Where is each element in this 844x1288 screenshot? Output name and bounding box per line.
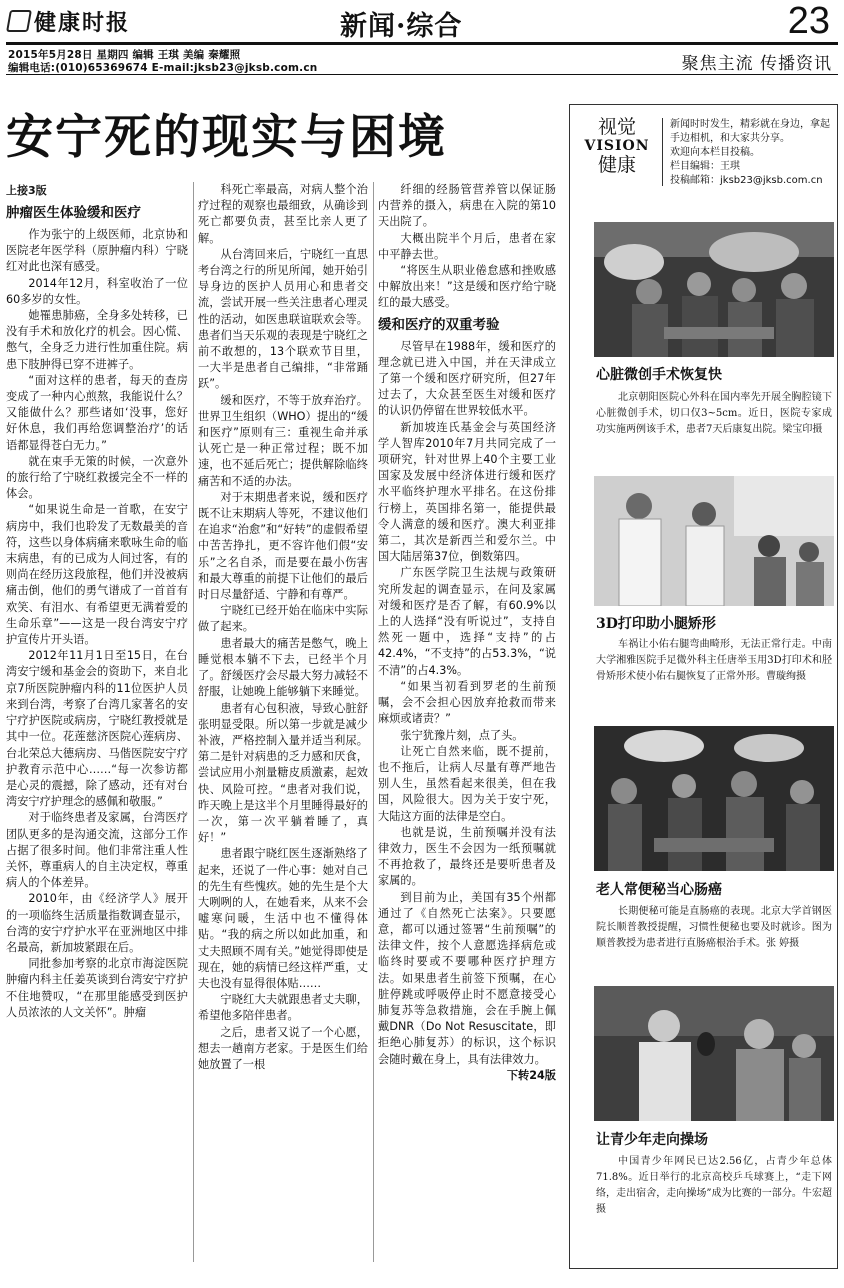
column-3-body-b — [378, 339, 556, 1068]
photo-caption-4: 中国青少年网民已达2.56亿，占青少年总体71.8%。近日举行的北京高校乒乓球赛上，“走下网络，走出宿舍，走向操场”成为比赛的一部分。牛宏超摄 — [596, 1156, 832, 1215]
article-paragraph: 从台湾回来后，宁晓红一直思考台湾之行的所见所闻，她开始引导身边的医护人员用心和患者交流，尝试开展一些关注患者心理灵性的活动，如医患联谊联欢会等。患者们当天乐观的表现是宁晓红之前不敢想的，13个联欢节目里，一大半是患者自己编排，“非常踊跃”。 — [198, 247, 368, 391]
article-subhead-1: 肿瘤医生体验缓和医疗 — [6, 205, 141, 221]
photo-heart-surgery — [594, 222, 834, 357]
article-subhead-2: 缓和医疗的双重考验 — [378, 316, 500, 333]
page-number: 23 — [787, 0, 830, 42]
article-paragraph: 2014年12月，科室收治了一位60多岁的女性。 — [6, 276, 188, 306]
intro-line: 欢迎向本栏目投稿。 — [670, 147, 760, 158]
article-paragraph: 她罹患肺癌，全身多处转移，已没有手术和放化疗的机会。因心慌、憋气，全身乏力进行性加重住院。病患下肢肿得已穿不进裤子。 — [6, 309, 188, 371]
article-paragraph: 患者跟宁晓红医生逐渐熟络了起来，还说了一件心事：她对自己的先生有些愧疚。她的先生是个大大咧咧的人，在她看来，从来不会嘘寒问暖，生活中也不懂得体贴。“我的病之所以如此加重，和丈夫照顾不周有关。”她觉得即使是现在，她的病情已经这样严重，丈夫也没有显得很体贴…… — [198, 847, 368, 990]
column-3-body-a — [378, 182, 556, 312]
brand-line-3: 健康 — [597, 154, 636, 176]
article-paragraph: 尽管早在1988年，缓和医疗的理念就已进入中国，并在天津成立了第一个缓和医疗研究所，但27年过去了，大众甚至医生对缓和医疗的认识仍停留在世界较低水平。 — [378, 339, 556, 418]
section-title: 新闻·综合 — [340, 11, 463, 42]
article-column-3 — [378, 182, 556, 1262]
article-paragraph: “面对这样的患者，每天的查房变成了一种内心煎熬，我能说什么？又能做什么？那些诸如‘没事，您好好休息，我们再给您调整治疗’的话语都显得苍白无力。” — [6, 373, 188, 452]
continued-from: 上接3版 — [6, 184, 47, 197]
article-paragraph: 之后，患者又说了一个心愿，想去一趟南方老家。于是医生们给她放置了一根 — [198, 1025, 368, 1071]
newspaper-logo — [8, 6, 138, 36]
article-paragraph: “如果当初看到罗老的生前预嘱，会不会担心因放弃抢救而带来麻烦或诸责？” — [378, 679, 556, 726]
article-paragraph: 新加坡连氏基金会与英国经济学人智库2010年7月共同完成了一项研究，针对世界上40个主要工业国家及发展中经济体进行缓和医疗水平临终护理水平排名。在这份排行榜上，英国排名第一，能提供最令人满意的缓和医疗。澳大利亚排第二，其次是新西兰和爱尔兰。中国大陆居第37位，倒数第四。 — [378, 420, 556, 564]
column-divider — [373, 182, 374, 1262]
vision-brand — [577, 116, 657, 176]
photo-3d-print — [594, 476, 834, 606]
article-paragraph: 让死亡自然来临，既不提前，也不拖后，让病人尽量有尊严地告别人生，虽然看起来很美，但在我国，风险很大。因为关于安宁死，大陆这方面的法律是空白。 — [378, 744, 556, 823]
column-1-body — [6, 227, 188, 1021]
article-paragraph: 2010年，由《经济学人》展开的一项临终生活质量指数调查显示，台湾的安宁疗护水平在亚洲地区中排名最高，新加坡紧跟在后。 — [6, 892, 188, 954]
photo-title-4: 让青少年走向操场 — [596, 1132, 708, 1148]
article-paragraph: 就在束手无策的时候，一次意外的旅行给了宁晓红救援完全不一样的体会。 — [6, 454, 188, 501]
photo-caption-2: 车祸让小佑右腿弯曲畸形，无法正常行走。中南大学湘雅医院手足微外科主任唐举玉用3D打印术和胫骨矫形术使小佑右腿恢复了正常外形。曹璇绚摄 — [596, 639, 832, 682]
photo-rectal-surgery — [594, 726, 834, 871]
article-paragraph: 宁晓红已经开始在临床中实际做了起来。 — [198, 604, 368, 634]
subheader-rule — [6, 74, 838, 75]
article-column-1 — [6, 182, 188, 1262]
photo-caption-1: 北京朝阳医院心外科在国内率先开展全胸腔镜下心脏微创手术，切口仅3~5cm。近日，医院专家成功实施两例该手术，患者7天后康复出院。梁宝印摄 — [596, 392, 832, 435]
article-paragraph: 缓和医疗，不等于放弃治疗。世界卫生组织（WHO）提出的“缓和医疗”原则有三：重视生命并承认死亡是一种正常过程；既不加速，也不延后死亡；提供解除临终痛苦和不适的办法。 — [198, 393, 368, 488]
header-rule — [6, 42, 838, 45]
article-paragraph: 大概出院半个月后，患者在家中平静去世。 — [378, 231, 556, 261]
column-divider — [193, 182, 194, 1262]
article-paragraph: 也就是说，生前预嘱并没有法律效力，医生不会因为一纸预嘱就不再抢救了，最终还是要听患者及家属的。 — [378, 825, 556, 888]
brand-line-2: VISION — [584, 138, 650, 154]
article-paragraph: 患者有心包积液，导致心脏舒张明显受限。所以第一步就是减少补液，严格控制入量并适当利尿。第二是针对病患的乏力感和厌食，尝试应用小剂量糖皮质激素，起效快、风险可控。“患者对我们说，昨天晚上是这半个月里睡得最好的一次，第一次平躺着睡了，真好！” — [198, 701, 368, 845]
main-headline: 安宁死的现实与困境 — [6, 110, 447, 165]
sidebar-intro — [670, 118, 832, 188]
continued-to: 下转24版 — [506, 1068, 556, 1082]
article-paragraph: 2012年11月1日至15日，在台湾安宁缓和基金会的资助下，来自北京7所医院肿瘤内科的11位医护人员来到台湾，考察了台湾几家著名的安宁疗护医院或病房，宁晓红教授就是其中一位。花莲慈济医院心莲病房、台北荣总大德病房、马偕医院安宁疗护教育示范中心……“每一次参访都是心灵的震撼，除了感动，还有对台湾安宁疗护理念的感佩和敬服。” — [6, 649, 188, 809]
brand-line-1: 视觉 — [597, 116, 636, 138]
article-paragraph: “将医生从职业倦怠感和挫败感中解放出来！”这是缓和医疗给宁晓红的最大感受。 — [378, 264, 556, 310]
issue-info: 2015年5月28日 星期四 编辑 王琪 美编 秦耀照 — [8, 49, 241, 61]
intro-line: 投稿邮箱：jksb23@jksb.com.cn — [670, 175, 823, 186]
article-paragraph: 到目前为止，美国有35个州都通过了《自然死亡法案》。只要愿意，都可以通过签署“生前预嘱”的法律文件，按个人意愿选择病危或临终时要或不要哪种医疗护理方法。如果患者生前签下预嘱，在心脏停跳或呼吸停止时不愿意接受心肺复苏等急救措施，会在手腕上佩戴DNR（Do Not Resuscitate，即拒绝心肺复苏）的标识，这个标识会随时戴在身上，具有法律效力。 — [378, 890, 556, 1066]
article-paragraph: 患者最大的痛苦是憋气，晚上睡觉根本躺不下去，已经半个月了。舒缓医疗会尽最大努力减轻不舒服，让她晚上能够躺下来睡觉。 — [198, 636, 368, 699]
photo-title-1: 心脏微创手术恢复快 — [596, 367, 722, 383]
intro-line: 新闻时时发生，精彩就在身边，拿起手边相机，和大家共分享。 — [670, 119, 830, 144]
brand-divider — [662, 118, 663, 186]
column-2-body — [198, 182, 368, 1073]
intro-line: 栏目编辑：王琪 — [670, 161, 740, 172]
article-paragraph: 广东医学院卫生法规与政策研究所发起的调查显示，在问及家属对缓和医疗是否了解，有60.9%以上的人选择“没有听说过”，支持自然死一题中，选择“支持”的占42.4%，“不支持”的占53.3%，“说不清”的占4.3%。 — [378, 566, 556, 677]
article-paragraph: “如果说生命是一首歌，在安宁病房中，我们也聆发了无数最美的音符，这些以身体病痛来歌咏生命的临末病患，有的已成为人间过客，有的则尚在经历这段旅程，他们并没被病痛击倒，他们的勇气谱成了一首首有欢笑、有泪水、有希望更无满着爱的生命乐章”——这是一段台湾安宁疗护宣传片开头语。 — [6, 503, 188, 647]
photo-table-tennis — [594, 986, 834, 1121]
logo-icon — [6, 10, 32, 32]
photo-caption-3: 长期便秘可能是直肠癌的表现。北京大学首钢医院长顺普教授提醒，习惯性便秘也要及时就诊。图为顺普教授为患者进行直肠癌根治手术。张 婷摄 — [596, 906, 832, 949]
article-paragraph: 作为张宁的上级医师，北京协和医院老年医学科（原肿瘤内科）宁晓红对此也深有感受。 — [6, 228, 188, 274]
slogan: 聚焦主流 传播资讯 — [681, 54, 832, 74]
article-paragraph: 宁晓红大夫就跟患者丈夫聊，希望他多陪伴患者。 — [198, 993, 368, 1023]
article-paragraph: 同批参加考察的北京市海淀医院肿瘤内科主任姜英谈到台湾安宁疗护不住地赞叹，“在那里能感受到医护人员浓浓的人文关怀”。肿瘤 — [6, 957, 188, 1019]
article-paragraph: 对于临终患者及家属，台湾医疗团队更多的是沟通交流，这部分工作占据了很多时间。他们非常注重人性关怀，尊重病人的自主决定权，尊重病人的个体差异。 — [6, 811, 188, 890]
article-paragraph: 对于末期患者来说，缓和医疗既不让末期病人等死，不建议他们在追求“治愈”和“好转”的虚假希望中苦苦挣扎，更不容许他们假“安乐”之名自杀，而是要在最小伤害和最大尊重的前提下让他们的最后时日尽量舒适、宁静和有尊严。 — [198, 490, 368, 602]
photo-title-2: 3D打印助小腿矫形 — [596, 616, 716, 632]
article-column-2 — [198, 182, 368, 1262]
article-paragraph: 张宁犹豫片刻，点了头。 — [400, 728, 524, 742]
article-paragraph: 科死亡率最高，对病人整个治疗过程的观察也最细致，从确诊到死亡都要负责，甚至比亲人更了解。 — [198, 183, 368, 245]
editor-contact: 编辑电话:(010)65369674 E-mail:jksb23@jksb.com.cn — [8, 62, 318, 74]
logo-text: 健康时报 — [34, 9, 131, 36]
photo-title-3: 老人常便秘当心肠癌 — [596, 882, 722, 898]
article-paragraph: 纤细的经肠管营养管以保证肠内营养的摄入，病患在入院的第10天出院了。 — [378, 183, 556, 229]
